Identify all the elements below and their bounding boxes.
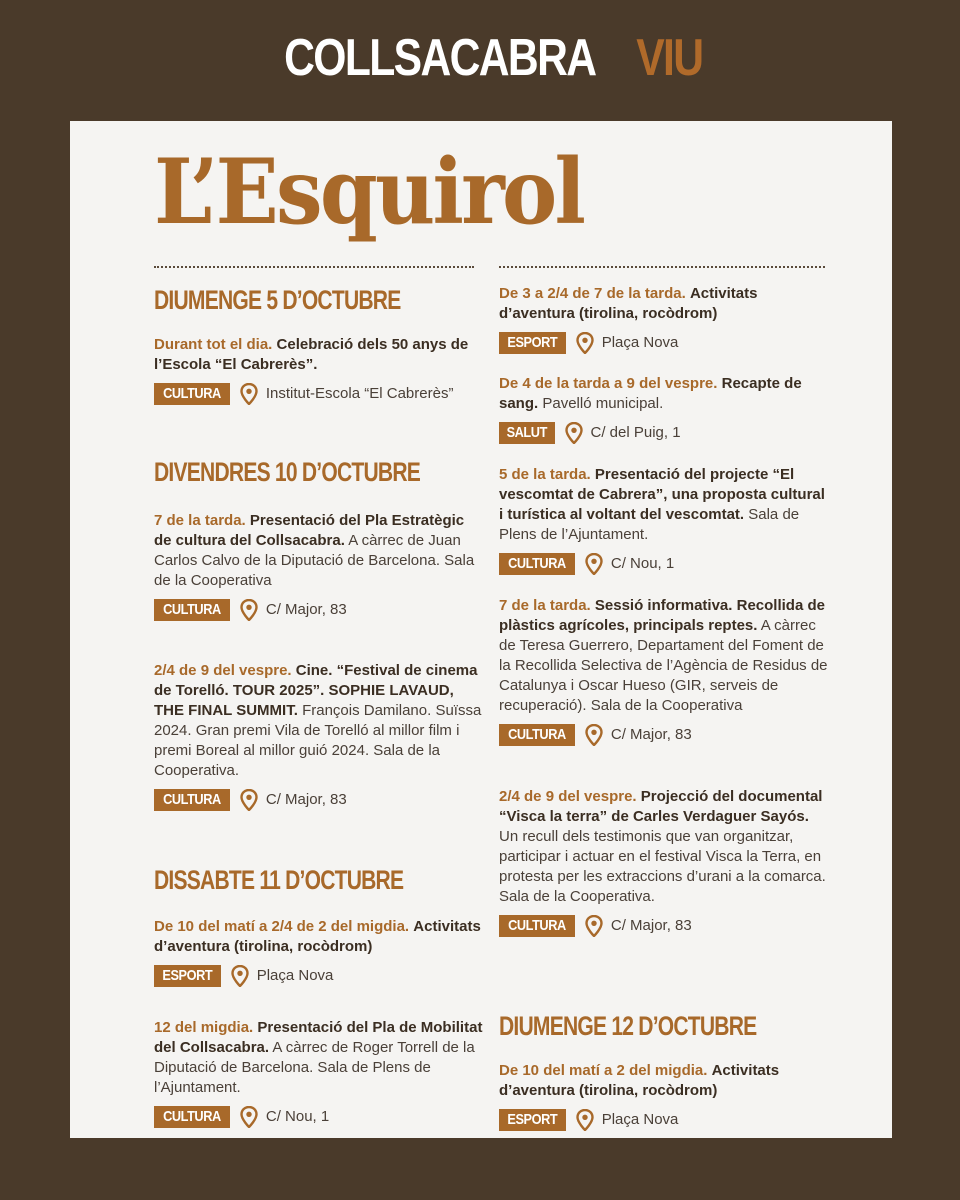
- event-meta: [154, 382, 494, 406]
- event-time: 2/4 de 9 del vespre.: [154, 662, 292, 679]
- event-time: 7 de la tarda.: [499, 597, 591, 614]
- event-location: C/ Major, 83: [265, 791, 347, 808]
- event-title: Presentació del Pla Estratègic de cultura del Collsacabra.: [154, 512, 465, 549]
- event-description: [154, 917, 484, 957]
- event-item: [154, 511, 484, 622]
- category-tag: ESPORT: [499, 1109, 566, 1131]
- event-details: Un recull dels testimonis que van organitzar, participar i actuar en el festival Visca la Terra, en protesta per les extraccions d’urani a la comarca. Sala de la Cooperativa.: [499, 828, 826, 905]
- event-location: Plaça Nova: [256, 967, 334, 984]
- event-time: 12 del migdia.: [154, 1019, 254, 1036]
- location-pin-icon: [585, 724, 603, 746]
- event-details: A càrrec de Juan Carlos Calvo de la Diputació de Barcelona. Sala de la Cooperativa: [154, 532, 475, 589]
- event-item: [499, 374, 829, 445]
- event-description: [499, 465, 829, 545]
- left-divider: [154, 266, 474, 268]
- event-meta: [499, 723, 829, 747]
- event-item: [499, 596, 829, 747]
- event-description: [154, 1018, 484, 1098]
- location-pin-icon: [240, 599, 258, 621]
- day-heading: DIUMENGE 5 D’OCTUBRE: [154, 285, 401, 315]
- event-meta: [154, 964, 484, 988]
- event-meta: [499, 1108, 829, 1132]
- event-description: [499, 596, 829, 716]
- event-meta: [499, 421, 829, 445]
- location-pin-icon: [240, 383, 258, 405]
- event-item: [499, 284, 829, 355]
- event-description: [499, 1061, 829, 1101]
- event-meta: [154, 598, 484, 622]
- event-details: A càrrec de Teresa Guerrero, Departament del Foment de la Recollida Selectiva de l’Agència de Residus de Catalunya i Oscar Hueso (GIR, serveis de recuperació). Sala de la Cooperativa: [499, 617, 828, 714]
- category-tag: CULTURA: [154, 383, 230, 405]
- event-description: [154, 511, 484, 591]
- event-location: C/ Major, 83: [610, 726, 692, 743]
- location-pin-icon: [565, 422, 583, 444]
- event-details: A càrrec de Roger Torrell de la Diputació de Barcelona. Sala de Plens de l’Ajuntament.: [154, 1039, 475, 1096]
- category-tag: CULTURA: [154, 1106, 230, 1128]
- event-time: De 10 del matí a 2 del migdia.: [499, 1062, 708, 1079]
- event-title: Sessió informativa. Recollida de plàstics agrícoles, principals reptes.: [499, 597, 825, 634]
- category-tag: CULTURA: [499, 915, 575, 937]
- location-pin-icon: [585, 553, 603, 575]
- location-pin-icon: [576, 332, 594, 354]
- location-pin-icon: [585, 915, 603, 937]
- event-item: [499, 787, 829, 938]
- event-details: François Damilano. Suïssa 2024. Gran premi Vila de Torelló al millor film i premi Boreal al millor guió 2024. Sala de la Cooperativa.: [154, 702, 482, 779]
- event-title: Celebració dels 50 anys de l’Escola “El Cabrerès”.: [154, 336, 469, 373]
- category-tag: ESPORT: [499, 332, 566, 354]
- day-heading: DISSABTE 11 D’OCTUBRE: [154, 865, 404, 895]
- event-meta: [499, 552, 829, 576]
- event-title: Cine. “Festival de cinema de Torelló. TOUR 2025”. SOPHIE LAVAUD, THE FINAL SUMMIT.: [154, 662, 478, 719]
- event-location: C/ Major, 83: [265, 601, 347, 618]
- event-meta: [154, 788, 484, 812]
- event-location: C/ del Puig, 1: [590, 424, 681, 441]
- location-pin-icon: [576, 1109, 594, 1131]
- event-meta: [499, 331, 829, 355]
- event-description: [154, 661, 484, 781]
- event-meta: [499, 914, 829, 938]
- event-item: [154, 1018, 484, 1129]
- event-location: C/ Nou, 1: [265, 1108, 330, 1125]
- location-pin-icon: [240, 1106, 258, 1128]
- event-time: 5 de la tarda.: [499, 466, 591, 483]
- day-heading: DIUMENGE 12 D’OCTUBRE: [499, 1011, 757, 1041]
- page-title: L’Esquirol: [154, 139, 584, 245]
- event-location: Institut-Escola “El Cabrerès”: [265, 385, 454, 402]
- event-title: Activitats d’aventura (tirolina, rocòdrom): [499, 1062, 780, 1099]
- event-item: [154, 661, 484, 812]
- event-time: Durant tot el dia.: [154, 336, 273, 353]
- event-description: [154, 335, 494, 375]
- agenda-card: [70, 121, 892, 1138]
- event-title: Presentació del Pla de Mobilitat del Collsacabra.: [154, 1019, 483, 1056]
- right-divider: [499, 266, 825, 268]
- location-pin-icon: [231, 965, 249, 987]
- brand-logo: [0, 28, 960, 108]
- event-item: [499, 1061, 829, 1132]
- event-item: [154, 917, 484, 988]
- category-tag: CULTURA: [499, 553, 575, 575]
- event-title: Recapte de sang.: [499, 375, 802, 412]
- logo-part-1: COLLSACABRA: [284, 29, 596, 87]
- event-description: [499, 374, 829, 414]
- event-location: C/ Major, 83: [610, 917, 692, 934]
- location-pin-icon: [240, 789, 258, 811]
- event-title: Activitats d’aventura (tirolina, rocòdrom): [499, 285, 758, 322]
- category-tag: CULTURA: [154, 789, 230, 811]
- event-description: [499, 284, 829, 324]
- event-time: 7 de la tarda.: [154, 512, 246, 529]
- logo-part-2: VIU: [636, 29, 703, 87]
- day-heading: DIVENDRES 10 D’OCTUBRE: [154, 457, 421, 487]
- category-tag: SALUT: [499, 422, 555, 444]
- event-time: De 4 de la tarda a 9 del vespre.: [499, 375, 718, 392]
- event-location: C/ Nou, 1: [610, 555, 675, 572]
- event-title: Projecció del documental “Visca la terra” de Carles Verdaguer Sayós.: [499, 788, 823, 825]
- event-meta: [154, 1105, 484, 1129]
- event-location: Plaça Nova: [601, 1111, 679, 1128]
- event-description: [499, 787, 829, 907]
- event-location: Plaça Nova: [601, 334, 679, 351]
- event-time: 2/4 de 9 del vespre.: [499, 788, 637, 805]
- event-item: [499, 465, 829, 576]
- category-tag: CULTURA: [154, 599, 230, 621]
- category-tag: ESPORT: [154, 965, 221, 987]
- event-time: De 3 a 2/4 de 7 de la tarda.: [499, 285, 686, 302]
- event-title: Activitats d’aventura (tirolina, rocòdrom): [154, 918, 481, 955]
- event-details: Sala de Plens de l’Ajuntament.: [499, 506, 800, 543]
- event-title: Presentació del projecte “El vescomtat de Cabrera”, una proposta cultural i turística al voltant del vescomtat.: [499, 466, 825, 523]
- category-tag: CULTURA: [499, 724, 575, 746]
- event-time: De 10 del matí a 2/4 de 2 del migdia.: [154, 918, 410, 935]
- event-details: Pavelló municipal.: [542, 395, 664, 412]
- event-item: [154, 335, 494, 406]
